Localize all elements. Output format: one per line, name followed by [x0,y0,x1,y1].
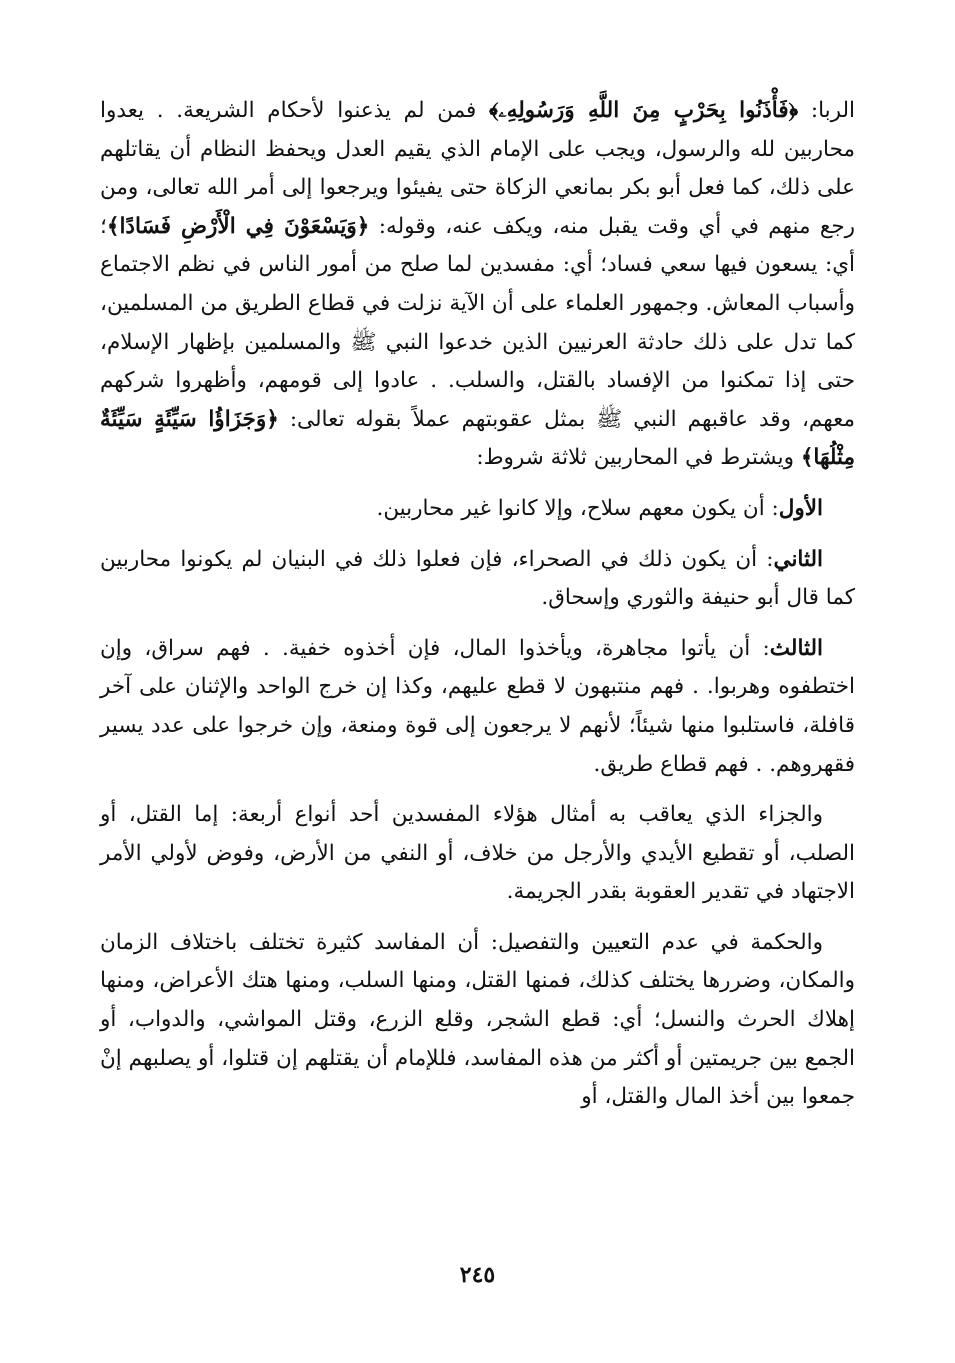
paragraph-condition-1 [100,490,855,529]
paragraph-wisdom: والحكمة في عدم التعيين والتفصيل: أن المفاسد كثيرة تختلف باختلاف الزمان والمكان، وضررها يختلف كذلك، فمنها القتل، ومنها السلب، ومنها هتك الأعراض، ومنها إهلاك الحرث والنسل؛ أي: قطع الشجر، وقلع الزرع، وقتل المواشي، والدواب، أو الجمع بين جريمتين أو أكثر من هذه المفاسد، فللإمام أن يقتلهم إن قتلوا، أو يصلبهم إنْ جمعوا بين أخذ المال والقتل، أو [100,929,855,1110]
condition-3-text: أن يأتوا مجاهرة، ويأخذوا المال، فإن أخذوه خفية. . فهم سراق، وإن اختطفوه وهربوا. . فهم منتبهون لا قطع عليهم، وكذا إن خرج الواحد والإثنان على آخر قافلة، فاستلبوا منها شيئاً؛ لأنهم لا يرجعون إلى قوة ومنعة، وإن خرجوا على عدد يسير فقهروهم. . فهم قطاع طريق. [100,635,855,777]
condition-1-keyword: الأول [778,495,823,521]
condition-1-separator: : [764,495,779,521]
paragraph-condition-2 [100,541,855,618]
intro-mid-1: فمن لم يذعنوا لأحكام الشريعة. . يعدوا محاربين لله والرسول، ويجب على الإمام الذي يقيم العدل ويحفظ النظام أن يقاتلهم على ذلك، كما فعل أبو بكر بمانعي الزكاة حتى يفيئوا ويرجعوا إلى أمر الله تعالى، ومن رجع منهم في أي وقت يقبل منه، ويكف عنه، وقوله: [100,98,855,239]
quran-verse-2: ﴿وَيَسْعَوْنَ فِي الْأَرْضِ فَسَادًا﴾ [106,213,370,239]
condition-2-separator: : [757,546,774,572]
intro-post: ويشترط في المحاربين ثلاثة شروط: [476,445,801,471]
condition-2-keyword: الثاني [773,546,823,572]
paragraph-intro [100,92,855,478]
intro-pre: الربا: [798,98,856,123]
condition-1-text: أن يكون معهم سلاح، وإلا كانوا غير محاربين. [376,495,765,521]
quran-verse-3: ﴿وَجَزَاؤُا سَيِّئَةٍ سَيِّئَةٌ مِثْلُهَا﴾ [100,406,855,471]
intro-mid-2: ؛ أي: يسعون فيها سعي فساد؛ أي: مفسدين لما صلح من أمور الناس في نظم الاجتماع وأسباب المعاش. وجمهور العلماء على أن الآية نزلت في قطاع الطريق من المسلمين، كما تدل على ذلك حادثة العرنيين الذين خدعوا النبي ﷺ والمسلمين بإظهار الإسلام، حتى إذا تمكنوا من الإفساد بالقتل، والسلب. . عادوا إلى قومهم، وأظهروا شركهم معهم، وقد عاقبهم النبي ﷺ بمثل عقوبتهم عملاً بقوله تعالى: [100,213,856,432]
condition-2-text: أن يكون ذلك في الصحراء، فإن فعلوا ذلك في البنيان لم يكونوا محاربين كما قال أبو حنيفة والثوري وإسحاق. [100,546,855,611]
page-number: ٢٤٥ [459,1262,496,1288]
paragraph-punishment: والجزاء الذي يعاقب به أمثال هؤلاء المفسدين أحد أنواع أربعة: إما القتل، أو الصلب، أو تقطيع الأيدي والأرجل من خلاف، أو النفي من الأرض، وفوض لأولي الأمر الاجتهاد في تقدير العقوبة بقدر الجريمة. [100,802,855,905]
condition-3-keyword: الثالث [769,635,824,661]
condition-3-separator: : [750,635,770,661]
paragraph-condition-3 [100,630,855,784]
page-body [100,92,855,1117]
quran-verse-1: ﴿فَأْذَنُوا بِحَرْبٍ مِنَ اللَّهِ وَرَسُولِهِۦ﴾ [489,98,799,123]
